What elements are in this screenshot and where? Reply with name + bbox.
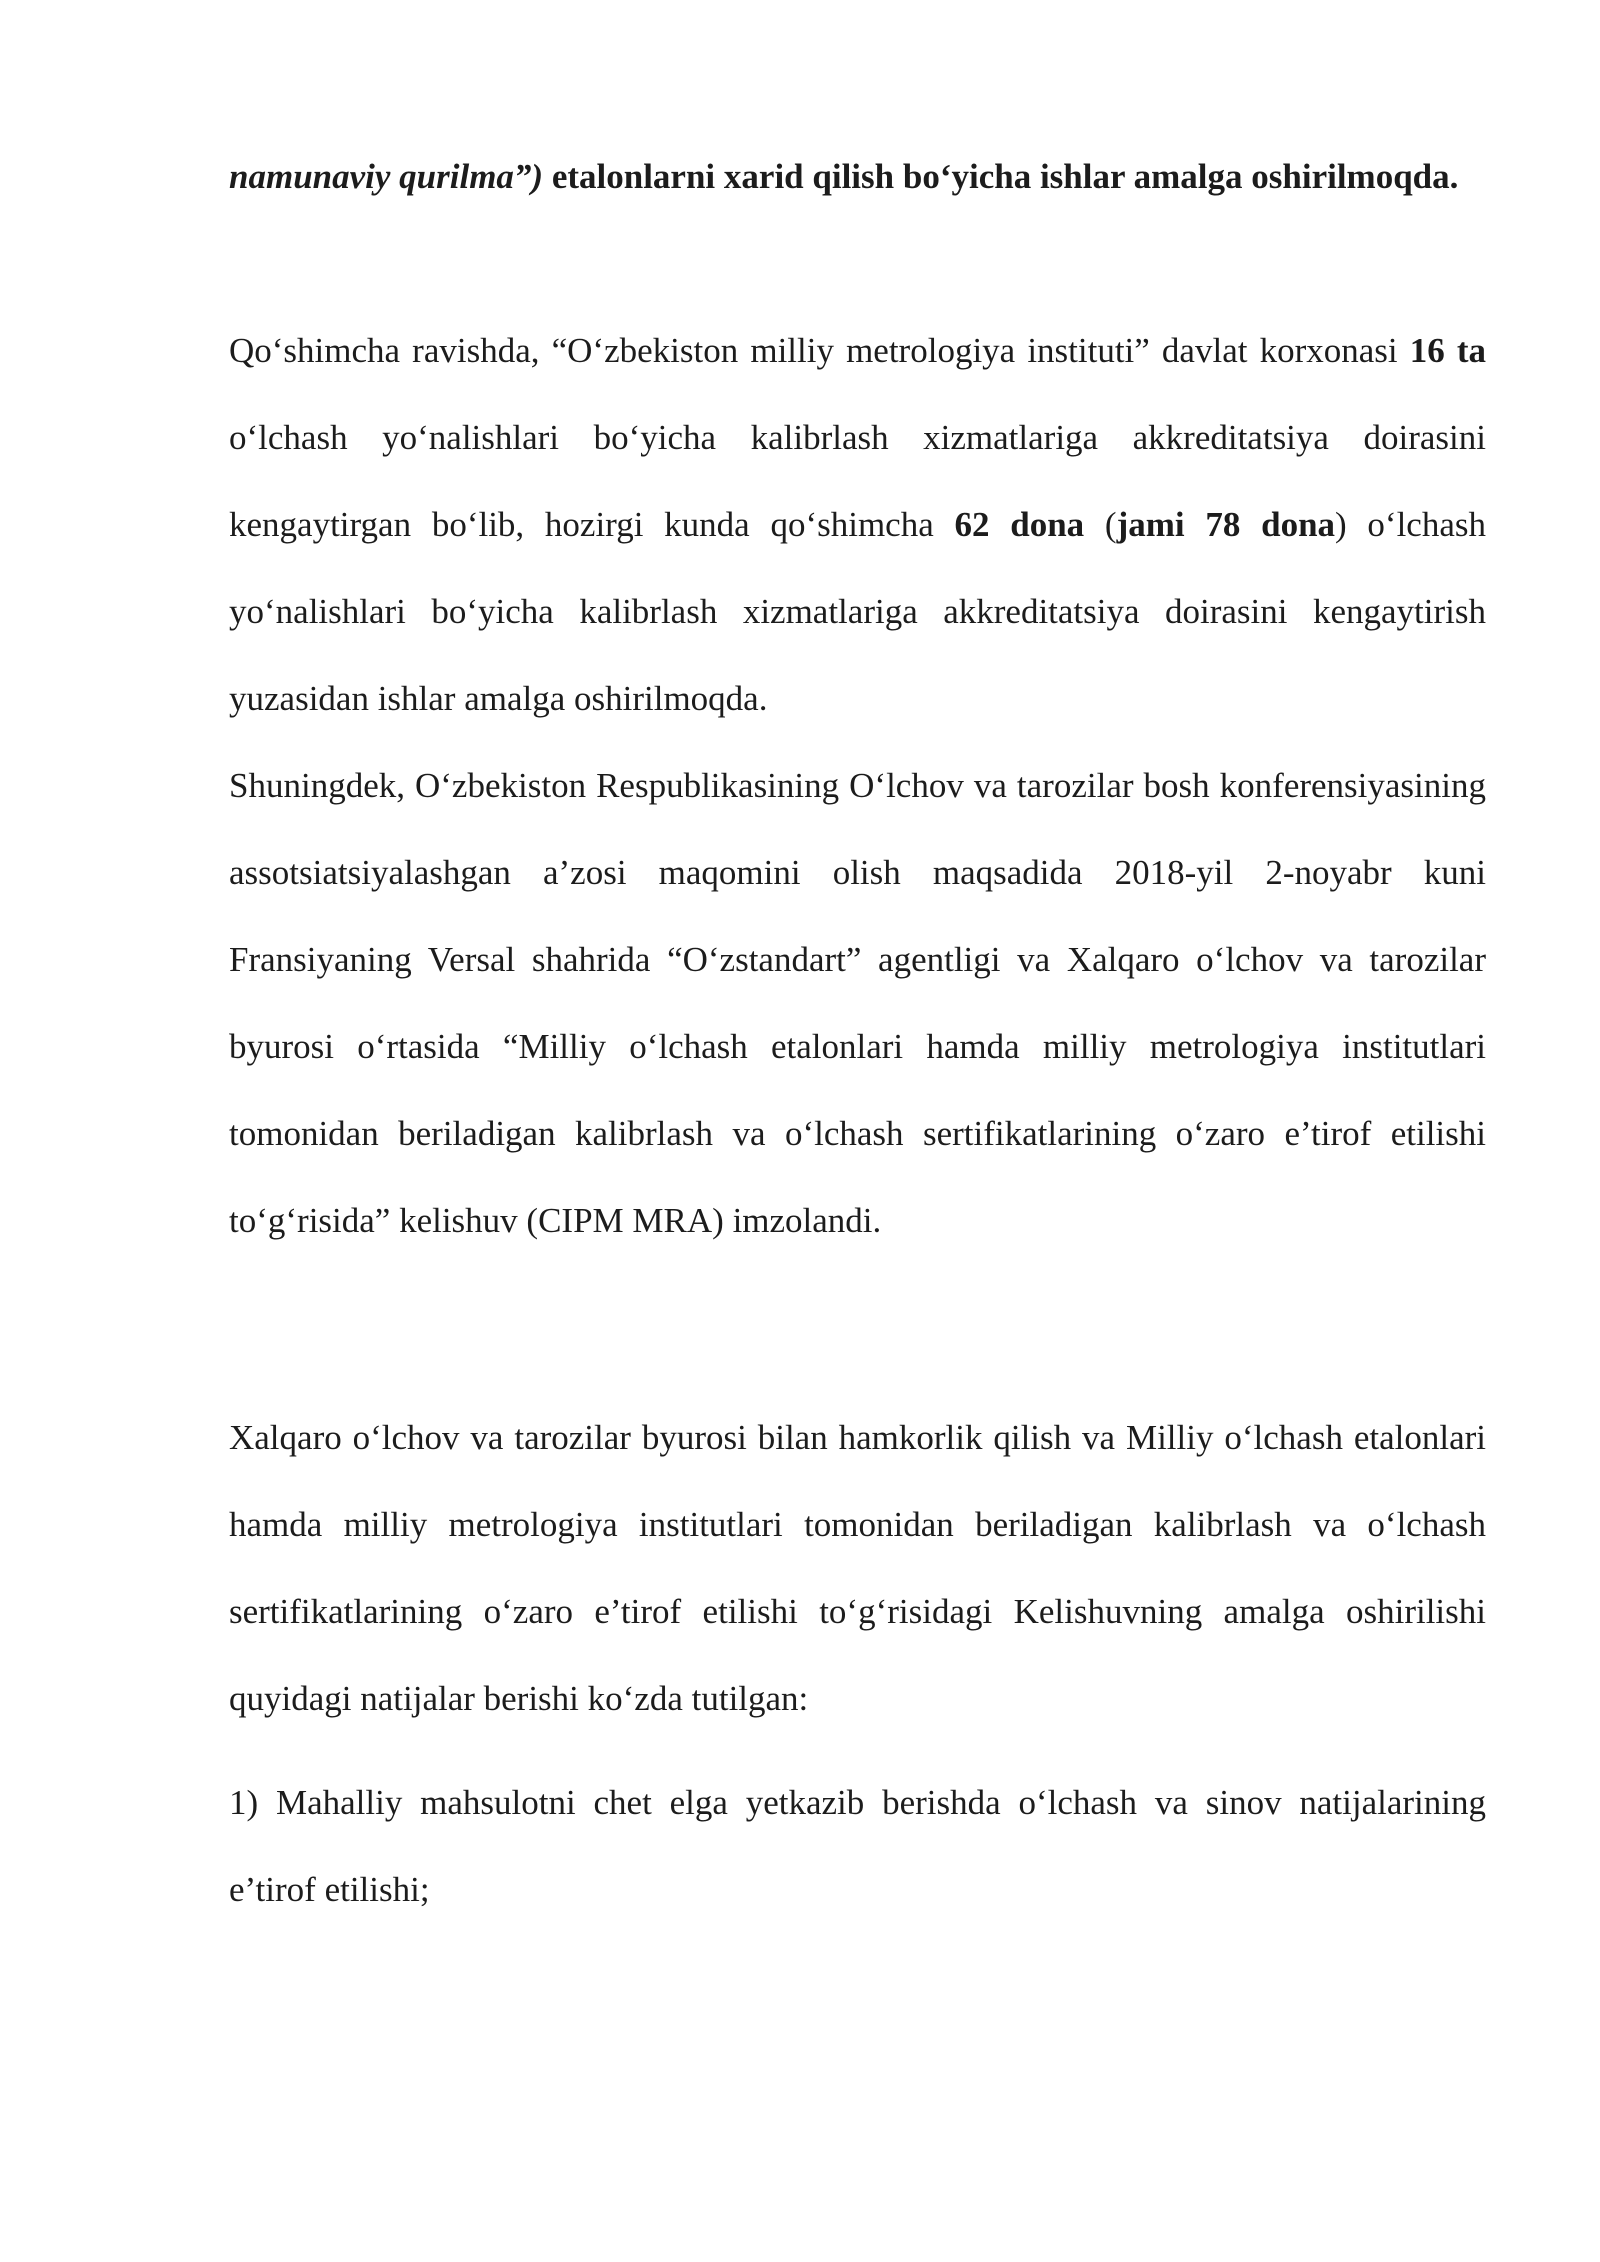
bold-fragment: etalonlarni xarid qilish bo‘yicha ishlar amalga oshirilmoqda.: [543, 157, 1459, 196]
text-fragment: Shuningdek, O‘zbekiston Respublikasining O‘lchov va tarozilar bosh konferensiyasining assotsiatsiyalashgan a’zosi maqomini olish maqsadida 2018-yil 2-noyabr kuni Fransiyaning Versal shahrida “O‘zstandart” agentligi va Xalqaro o‘lchov va tarozilar byurosi o‘rtasida “Milliy o‘lchash etalonlari hamda milliy metrologiya institutlari tomonidan beriladigan kalibrlash va o‘lchash sertifikatlarining o‘zaro e’tirof etilishi to‘g‘risida” kelishuv (CIPM MRA) imzolandi.: [229, 766, 1486, 1240]
bold-count-62: 62 dona: [954, 505, 1085, 544]
list-item-1: 1) Mahalliy mahsulotni chet elga yetkazib berishda o‘lchash va sinov natijalarining e’tirof etilishi;: [229, 1783, 1486, 1909]
text-fragment: ) o‘lchash yo‘nalishlari bo‘yicha kalibrlash xizmatlariga akkreditatsiya doirasini kengaytirish yuzasidan ishlar amalga oshirilmoqda.: [229, 505, 1486, 718]
text-fragment: (: [1084, 505, 1117, 544]
paragraph-procurement: [229, 133, 1486, 220]
paragraph-cooperation: Xalqaro o‘lchov va tarozilar byurosi bilan hamkorlik qilish va Milliy o‘lchash etalonlari hamda milliy metrologiya institutlari tomonidan beriladigan kalibrlash va o‘lchash sertifikatlarining o‘zaro e’tirof etilishi to‘g‘risidagi Kelishuvning amalga oshirilishi quyidagi natijalar berishi ko‘zda tutilgan:: [229, 1418, 1486, 1718]
bold-count-16: 16 ta: [1409, 331, 1486, 370]
paragraph-accreditation: [229, 307, 1486, 1264]
text-fragment: Qo‘shimcha ravishda, “O‘zbekiston milliy metrologiya instituti” davlat korxonasi: [229, 331, 1410, 370]
italic-fragment: namunaviy qurilma”): [229, 157, 544, 196]
text-fragment: o‘lchash yo‘nalishlari bo‘yicha kalibrlash xizmatlariga akkreditatsiya doirasini kengaytirgan bo‘lib, hozirgi kunda qo‘shimcha: [229, 418, 1486, 544]
bold-count-78: jami 78 dona: [1116, 505, 1336, 544]
